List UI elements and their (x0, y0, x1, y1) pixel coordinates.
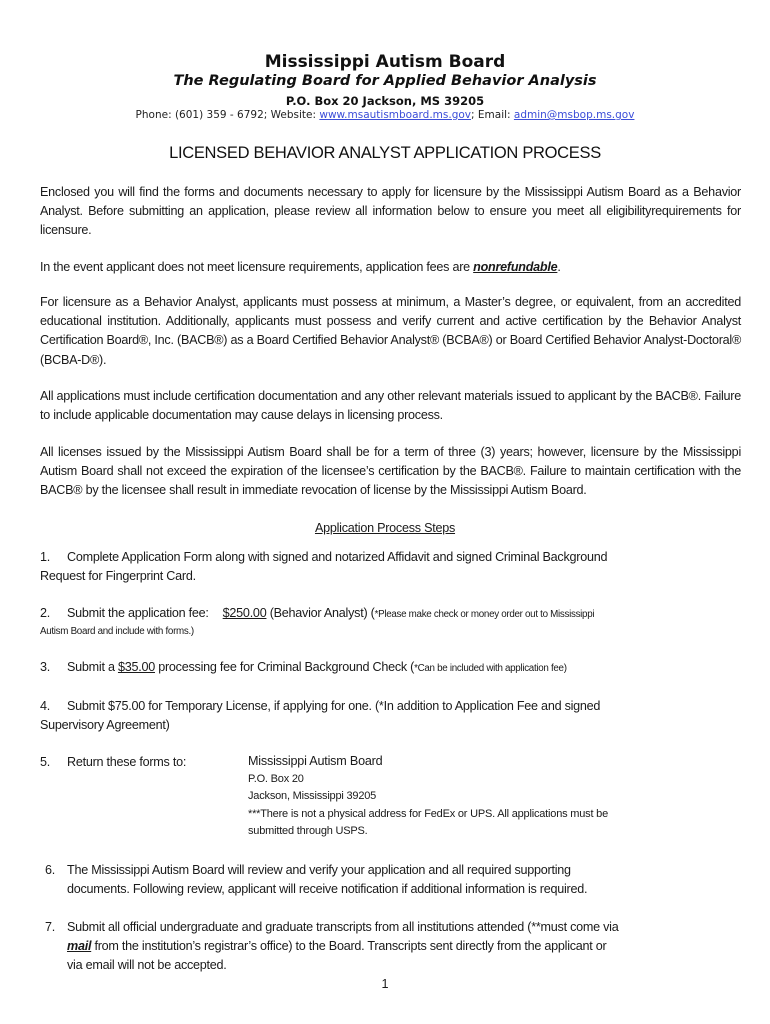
refund-suffix: . (557, 260, 561, 274)
step-text: Submit $75.00 for Temporary License, if applying for one. (*In addition to Application Fee and signed (67, 699, 601, 713)
document-title: LICENSED BEHAVIOR ANALYST APPLICATION PROCESS (169, 144, 601, 162)
background-check-fee-amount: $35.00 (117, 660, 155, 674)
step-text: Submit the application fee: (67, 606, 209, 620)
address-line: Jackson, Mississippi 39205 (248, 790, 377, 802)
mailing-address (248, 753, 608, 841)
step-number: 2. (40, 606, 51, 620)
step-text-line (67, 937, 618, 956)
address-line: P.O. Box 20 (248, 772, 304, 785)
step-text-cont: Request for Fingerprint Card. (40, 569, 196, 583)
step-2 (40, 604, 594, 639)
mail-emphasis: mail (67, 939, 92, 953)
step-text-line: via email will not be accepted. (67, 958, 227, 972)
step-4 (40, 697, 600, 735)
org-subtitle: The Regulating Board for Applied Behavior Analysis (173, 73, 597, 89)
step-number: 7. (45, 920, 56, 934)
step-number: 6. (45, 863, 56, 877)
contact-line (0, 109, 770, 121)
page-number: 1 (381, 977, 389, 991)
step-5 (40, 753, 186, 772)
refund-text: In the event applicant does not meet licensure requirements, application fees are (40, 260, 474, 274)
step-number: 1. (40, 550, 51, 564)
step-text-line: documents. Following review, applicant will receive notification if additional information is required. (67, 882, 588, 896)
step-text: Submit a (67, 660, 118, 674)
address-note: ***There is not a physical address for FedEx or UPS. All applications must be (248, 807, 609, 820)
intro-paragraph: Enclosed you will find the forms and documents necessary to apply for licensure by the Mississippi Autism Board as a Behavior Analyst. Before submitting an application, please review all information below to ensure you meet all eligibilityrequirements for licensure. (40, 185, 741, 238)
step-number: 5. (40, 755, 51, 769)
step-text-line: Submit all official undergraduate and graduate transcripts from all institutions attended (**must come via (67, 920, 619, 934)
step-3 (40, 658, 567, 678)
application-fee-amount: $250.00 (222, 606, 267, 620)
license-term-paragraph: All licenses issued by the Mississippi Autism Board shall be for a term of three (3) years; however, licensure by the Mississippi Autism Board shall not exceed the expiration of the licensee’s certification by the BACB®. Failure to maintain certification with the BACB® by the licensee shall result in immediate revocation of license by the Mississippi Autism Board. (40, 445, 741, 498)
step-text-cont: Supervisory Agreement) (40, 718, 170, 732)
steps-heading: Application Process Steps (314, 521, 456, 535)
step-number: 4. (40, 699, 51, 713)
step-note-cont: Autism Board and include with forms.) (40, 626, 194, 637)
website-link[interactable]: www.msautismboard.ms.gov (319, 109, 472, 121)
step-text: Complete Application Form along with signed and notarized Affidavit and signed Criminal Background (67, 550, 608, 564)
step-1 (40, 548, 607, 586)
org-address: P.O. Box 20 Jackson, MS 39205 (285, 94, 485, 108)
org-name: Mississippi Autism Board (264, 52, 506, 72)
email-label: ; Email: (471, 109, 514, 121)
step-text-mid: processing fee for Criminal Background Check ( (154, 660, 415, 674)
refund-paragraph (40, 258, 741, 277)
step-text (67, 861, 587, 899)
step-number: 3. (40, 660, 51, 674)
documentation-paragraph: All applications must include certification documentation and any other relevant materials issued to applicant by the BACB®. Failure to include applicable documentation may cause delays in licensing process. (40, 389, 741, 423)
step-text (67, 918, 618, 975)
nonrefundable-emphasis: nonrefundable (473, 260, 558, 274)
step-note: *Please make check or money order out to Mississippi (374, 609, 595, 620)
address-note-cont: submitted through USPS. (248, 825, 368, 837)
address-line: Mississippi Autism Board (248, 754, 383, 768)
step-note: *Can be included with application fee) (414, 663, 567, 674)
step-text-mid: (Behavior Analyst) ( (266, 606, 375, 620)
step-text-line: The Mississippi Autism Board will review and verify your application and all required supporting (67, 863, 571, 877)
email-link[interactable]: admin@msbop.ms.gov (513, 109, 635, 121)
phone-label: Phone: (601) 359 - 6792; Website: (135, 109, 320, 121)
step-label: Return these forms to: (67, 755, 187, 769)
requirements-paragraph: For licensure as a Behavior Analyst, applicants must possess at minimum, a Master’s degree, or equivalent, from an accredited educational institution. Additionally, applicants must possess and verify current and active certification by the Behavior Analyst Certification Board®, Inc. (BACB®) as a Board Certified Behavior Analyst® (BCBA®) or Board Certified Behavior Analyst-Doctoral® (BCBA-D®). (40, 295, 741, 367)
step-text-rest: from the institution’s registrar’s office) to the Board. Transcripts sent directly from the applicant or (91, 939, 607, 953)
